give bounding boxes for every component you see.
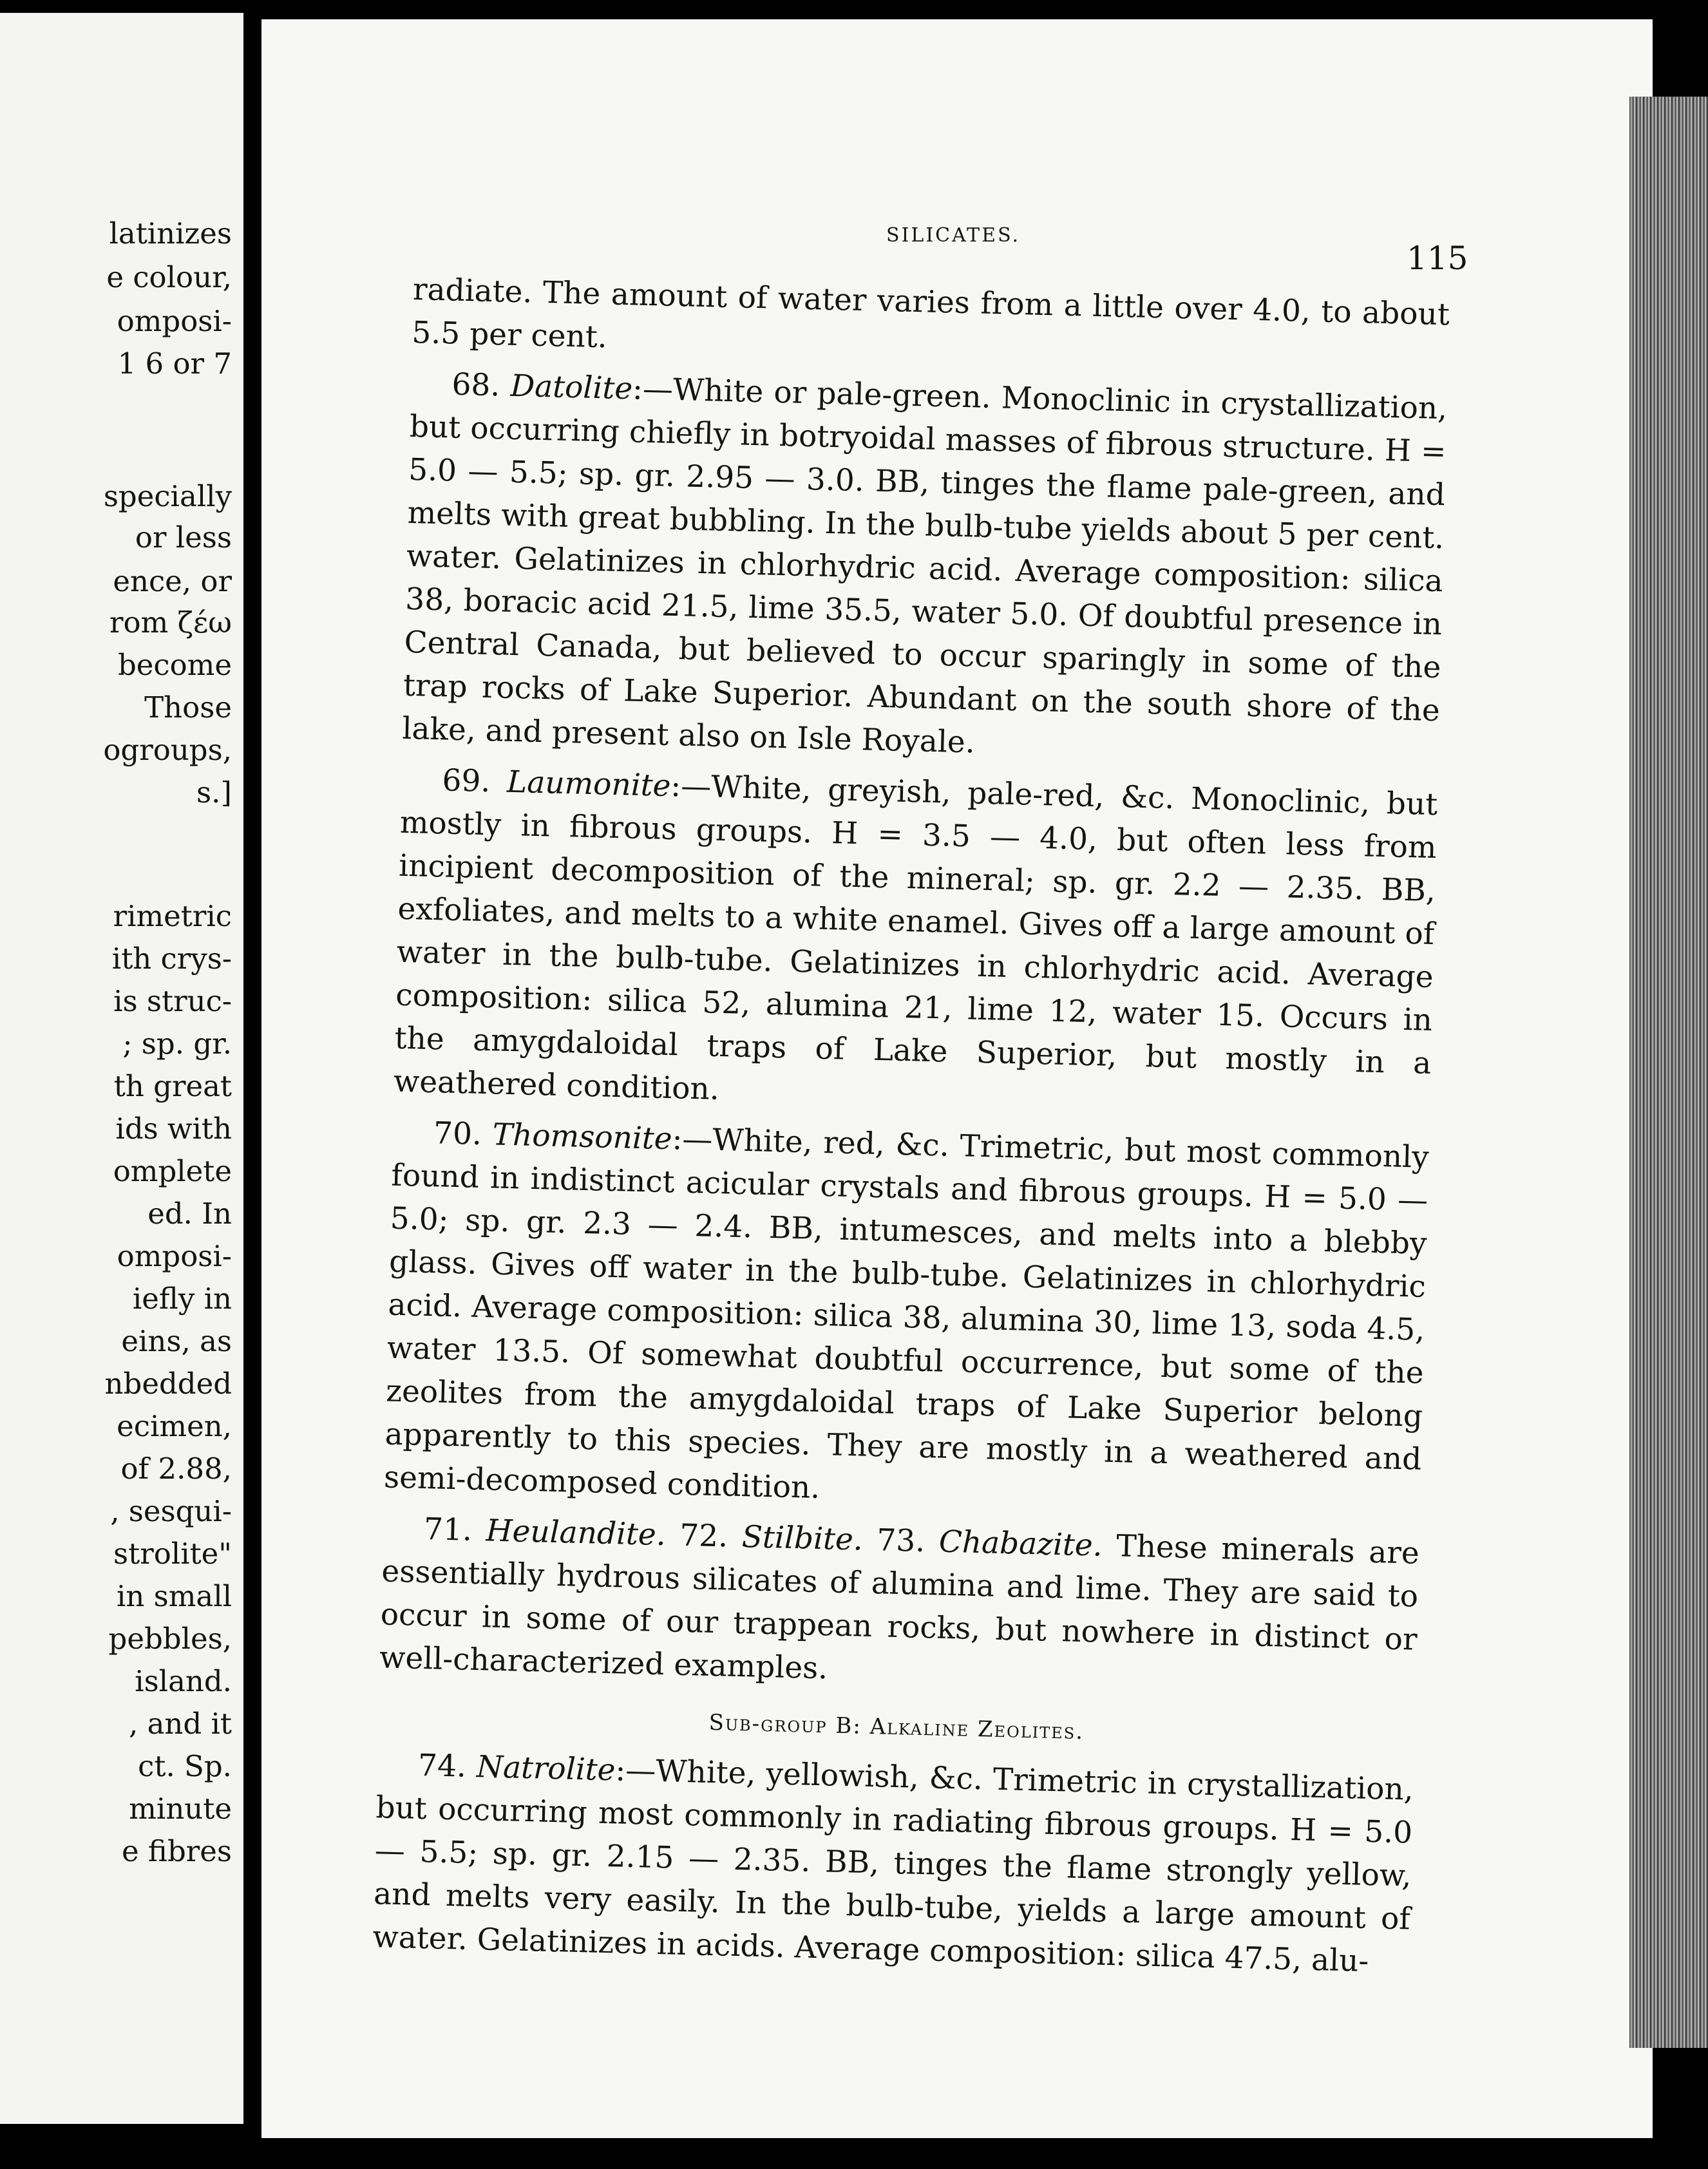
left-page-line: ids with bbox=[115, 1112, 232, 1146]
entry-text: These minerals are essentially hydrous silicates of alumina and lime. They are said to occur in some of our trappean rocks, but nowhere in distinct or well-characterized examples. bbox=[379, 1528, 1420, 1687]
book-page bbox=[261, 19, 1653, 2138]
entry-heulandite-stilbite-chabazite bbox=[379, 1506, 1419, 1704]
left-page-line: pebbles, bbox=[108, 1622, 232, 1656]
left-page-line: strolite" bbox=[113, 1537, 232, 1571]
left-page-line: nbedded bbox=[104, 1367, 232, 1401]
left-page-line: ogroups, bbox=[103, 733, 232, 767]
entry-natrolite bbox=[372, 1743, 1414, 1984]
previous-page-fragment bbox=[0, 13, 243, 2124]
entry-laumonite bbox=[393, 758, 1438, 1128]
mineral-name: Thomsonite bbox=[492, 1117, 673, 1157]
left-page-line: iefly in bbox=[132, 1282, 232, 1316]
entry-number: 74. bbox=[417, 1747, 467, 1785]
left-page-line: minute bbox=[129, 1792, 232, 1826]
entry-number: 72. bbox=[679, 1517, 728, 1555]
left-page-line: in small bbox=[116, 1579, 232, 1613]
left-page-line: s.] bbox=[196, 775, 232, 810]
left-page-line: ed. In bbox=[147, 1197, 232, 1231]
book-gutter bbox=[243, 13, 255, 2124]
entry-number: 70. bbox=[433, 1115, 482, 1152]
left-page-line: ecimen, bbox=[117, 1409, 232, 1443]
left-page-line: ; sp. gr. bbox=[122, 1027, 232, 1061]
page-block-edges bbox=[1629, 97, 1708, 2048]
left-page-line: of 2.88, bbox=[120, 1452, 232, 1486]
left-page-line: e fibres bbox=[122, 1834, 232, 1868]
left-page-line: island. bbox=[135, 1664, 232, 1698]
left-page-line: , and it bbox=[128, 1707, 232, 1741]
entry-thomsonite bbox=[383, 1111, 1429, 1524]
page-number: 115 bbox=[1407, 240, 1468, 277]
mineral-name: Heulandite. bbox=[485, 1513, 667, 1553]
entry-number: 69. bbox=[441, 762, 491, 800]
mineral-name: Chabazite. bbox=[938, 1524, 1103, 1564]
left-page-line: th great bbox=[113, 1069, 232, 1103]
entry-text: :—White or pale-green. Monoclinic in crystallization, but occurring chiefly in botryoidal masses of fibrous structure. H = 5.0 — 5.5; sp. gr. 2.95 — 3.0. BB, tinges the flame pale-green, and melts with great bubbling. In the bulb-tube yields about 5 per cent. water. Gelatinizes in chlorhydric acid. Average composition: silica 38, boracic acid 21.5, lime 35.5, water 5.0. Of doubtful presence in Central Canada, but believed to occur sparingly in some of the trap rocks of Lake Superior. Abundant on the south shore of the lake, and present also on Isle Royale. bbox=[401, 371, 1448, 761]
left-page-line: 1 6 or 7 bbox=[117, 346, 232, 381]
left-page-line: e colour, bbox=[106, 260, 232, 294]
mineral-name: Datolite bbox=[509, 368, 633, 407]
entry-text: :—White, yellowish, &c. Trimetric in crystallization, but occurring most commonly in radiating fibrous groups. H = 5.0 — 5.5; sp. gr. 2.15 — 2.35. BB, tinges the flame strongly yellow, and melts very easily. In the bulb-tube, yields a large amount of water. Gelatinizes in acids. Average composition: silica 47.5, alu- bbox=[372, 1752, 1414, 1980]
mineral-name: Natrolite bbox=[476, 1749, 616, 1788]
left-page-line: is struc- bbox=[113, 984, 232, 1018]
left-page-line: rom ζέω bbox=[109, 605, 232, 639]
subgroup-heading: Sub-group B: Alkaline Zeolites. bbox=[708, 1709, 1085, 1745]
left-page-line: or less bbox=[135, 520, 232, 554]
left-page-line: ence, or bbox=[113, 564, 232, 598]
left-page-line: omposi- bbox=[117, 1239, 232, 1273]
left-page-line: specially bbox=[103, 479, 232, 513]
entry-text: :—White, greyish, pale-red, &c. Monoclinic, but mostly in fibrous groups. H = 3.5 — 4.0, but often less from incipient decomposition of the mineral; sp. gr. 2.2 — 2.35. BB, exfoliates, and melts to a white enamel. Gives off a large amount of water in the bulb-tube. Gelatinizes in chlorhydric acid. Average composition: silica 52, alumina 21, lime 12, water 15. Occurs in the amygdaloidal traps of Lake Superior, but mostly in a weathered condition. bbox=[393, 768, 1438, 1107]
mineral-name: Stilbite. bbox=[741, 1519, 864, 1558]
entry-number: 68. bbox=[451, 366, 500, 404]
intro-paragraph: radiate. The amount of water varies from a little over 4.0, to about 5.5 per cent. bbox=[411, 271, 1450, 355]
left-page-line: ith crys- bbox=[111, 942, 232, 976]
entry-number: 71. bbox=[423, 1511, 473, 1548]
entry-text: :—White, red, &c. Trimetric, but most commonly found in indistinct acicular crystals and fibrous groups. H = 5.0 — 5.0; sp. gr. 2.3 — 2.4. BB, intumesces, and melts into a blebby glass. Gives off water in the bulb-tube. Gelatinizes in chlorhydric acid. Average composition: silica 38, alumina 30, lime 13, soda 4.5, water 13.5. Of somewhat doubtful occurrence, but some of the zeolites from the amygdaloidal traps of Lake Superior belong apparently to this species. They are mostly in a weathered and semi-decomposed condition. bbox=[383, 1121, 1430, 1506]
left-page-line: rimetric bbox=[113, 899, 232, 933]
left-page-line: latinizes bbox=[109, 216, 232, 251]
left-page-line: ct. Sp. bbox=[138, 1749, 232, 1783]
entry-number: 73. bbox=[876, 1522, 925, 1559]
left-page-line: , sesqui- bbox=[110, 1494, 232, 1528]
left-page-line: omplete bbox=[113, 1154, 232, 1188]
left-page-line: omposi- bbox=[117, 304, 232, 338]
left-page-line: become bbox=[117, 648, 232, 682]
left-page-line: eins, as bbox=[121, 1324, 232, 1358]
mineral-name: Laumonite bbox=[506, 764, 672, 804]
entry-datolite bbox=[402, 362, 1448, 775]
left-page-line: Those bbox=[144, 690, 232, 725]
running-header: SILICATES. bbox=[886, 224, 1021, 247]
page-body bbox=[372, 268, 1450, 1992]
